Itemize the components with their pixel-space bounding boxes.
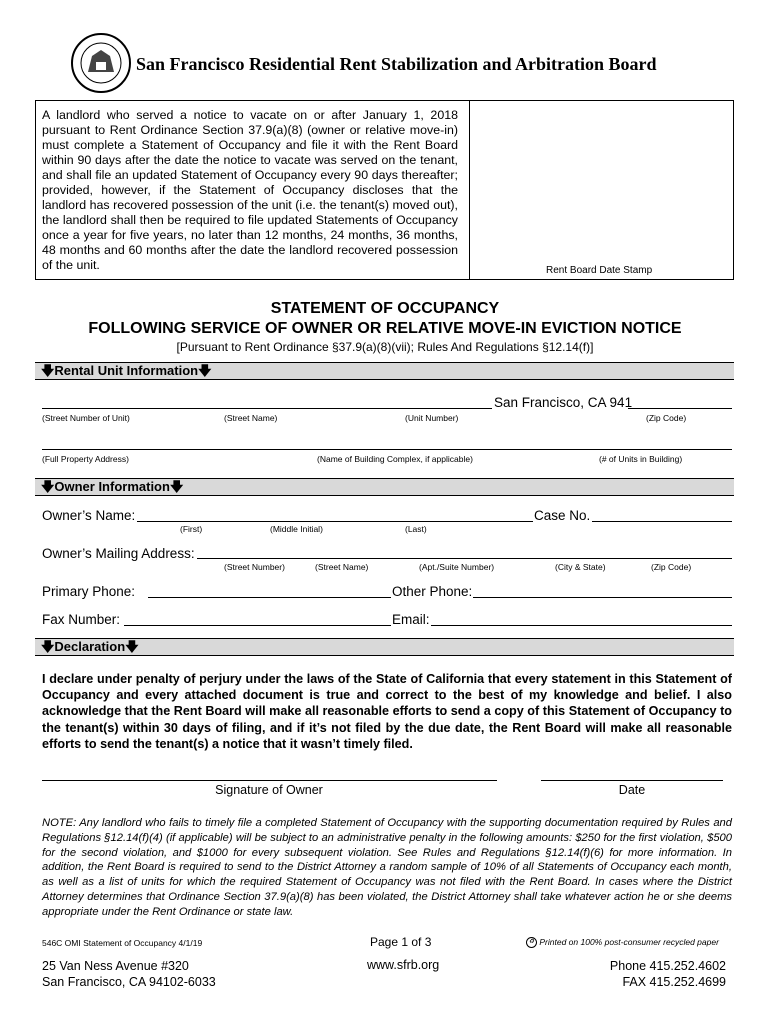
form-title: STATEMENT OF OCCUPANCY — [270, 300, 500, 317]
mail-apt-label: (Apt./Suite Number) — [419, 562, 495, 572]
declaration-heading: Declaration — [54, 639, 126, 654]
declaration-text: I declare under penalty of perjury under the laws of the State of California that every statement in this Statement of Occupancy and every attached document is true and correct to the best of my knowledge and belief. I also acknowledge that the Rent Board will make all reasonable efforts to send a copy of this Statement of Occupancy to the tenant(s) within 30 days of filing, and if it’s not filed by the due date, the Rent Board will make all reasonable efforts to send the tenant(s) a notice that it wasn’t timely filed. — [42, 672, 732, 751]
address-line-1: 25 Van Ness Avenue #320 — [42, 959, 189, 973]
primary-phone-line[interactable] — [148, 597, 391, 598]
full-address-line[interactable] — [42, 449, 732, 450]
other-phone-label: Other Phone: — [392, 584, 473, 599]
recycled-text: Printed on 100% post-consumer recycled paper — [539, 937, 719, 947]
primary-phone-label: Primary Phone: — [42, 584, 136, 599]
case-no-line[interactable] — [592, 521, 732, 522]
last-name-label: (Last) — [405, 524, 427, 534]
email-label: Email: — [392, 612, 430, 627]
arrow-down-icon: 🡇 — [41, 639, 55, 654]
form-id: 546C OMI Statement of Occupancy 4/1/19 — [42, 938, 203, 948]
city-seal-icon — [70, 32, 132, 94]
recycle-icon: ♻ — [526, 937, 537, 948]
date-label: Date — [618, 783, 646, 797]
mail-street-name-label: (Street Name) — [315, 562, 369, 572]
street-name-label: (Street Name) — [224, 413, 278, 423]
address-line-2: San Francisco, CA 94102-6033 — [42, 975, 216, 989]
org-title: San Francisco Residential Rent Stabilization and Arbitration Board — [136, 54, 657, 74]
intro-divider — [469, 100, 470, 280]
street-number-label: (Street Number of Unit) — [42, 413, 130, 423]
complex-name-label: (Name of Building Complex, if applicable) — [317, 454, 473, 464]
unit-number-label: (Unit Number) — [405, 413, 459, 423]
form-citation: [Pursuant to Rent Ordinance §37.9(a)(8)(vii); Rules And Regulations §12.14(f)] — [176, 340, 594, 354]
owner-heading: Owner Information — [54, 479, 170, 494]
arrow-down-icon: 🡇 — [169, 479, 184, 494]
email-line[interactable] — [431, 625, 732, 626]
mail-city-label: (City & State) — [555, 562, 606, 572]
footer-address — [42, 958, 216, 990]
city-prefix: San Francisco, CA 941 — [494, 395, 633, 410]
declaration-band — [35, 638, 734, 656]
owner-name-line[interactable] — [137, 521, 533, 522]
zip-line[interactable] — [628, 408, 732, 409]
middle-initial-label: (Middle Initial) — [270, 524, 323, 534]
arrow-down-icon: 🡇 — [41, 363, 55, 378]
case-no-label: Case No. — [534, 508, 591, 523]
arrow-down-icon: 🡇 — [41, 479, 55, 494]
form-subtitle: FOLLOWING SERVICE OF OWNER OR RELATIVE MOVE-IN EVICTION NOTICE — [88, 320, 682, 337]
footer-contact — [560, 958, 726, 990]
signature-line[interactable] — [42, 780, 497, 781]
mailing-address-label: Owner’s Mailing Address: — [42, 546, 195, 561]
full-address-label: (Full Property Address) — [42, 454, 129, 464]
recycled-note — [526, 937, 719, 948]
other-phone-line[interactable] — [473, 597, 732, 598]
owner-band — [35, 478, 734, 496]
fax-number: FAX 415.252.4699 — [622, 975, 726, 989]
mailing-address-line[interactable] — [197, 558, 732, 559]
first-name-label: (First) — [180, 524, 203, 534]
fax-label: Fax Number: — [42, 612, 121, 627]
zip-label: (Zip Code) — [646, 413, 687, 423]
phone-number: Phone 415.252.4602 — [609, 959, 726, 973]
intro-text: A landlord who served a notice to vacate on or after January 1, 2018 pursuant to Rent Ordinance Section 37.9(a)(8) (owner or relative move-in) must complete a Statement of Occupancy and file it with the Rent Board within 90 days after the date the notice to vacate was served on the tenant, and shall file an updated Statement of Occupancy every 90 days thereafter; provided, however, if the Statement of Occupancy discloses that the landlord has recovered possession of the unit (i.e. the tenant(s) moved out), the landlord shall then be required to file updated Statements of Occupancy once a year for five years, no later than 12 months, 24 months, 36 months, 48 months and 60 months after the date the landlord recovered possession of the unit. — [42, 108, 458, 272]
fax-line[interactable] — [124, 625, 391, 626]
date-stamp-label: Rent Board Date Stamp — [546, 265, 653, 276]
note-text: NOTE: Any landlord who fails to timely file a completed Statement of Occupancy with the supporting documentation required by Rules and Regulations §12.14(f)(4) (if applicable) will be subject to an administrative penalty in the following amounts: $250 for the first violation, $500 for the second violation, and $1000 for every subsequent violation. See Rules and Regulations §12.14(f)(6) for more information. In addition, the Rent Board is required to send to the District Attorney a random sample of 10% of all Statements of Occupancy each month, as well as a list of units for which the required Statement of Occupancy was not filed with the Rent Board. In cases where the District Attorney determines that Ordinance Section 37.9(a)(8) has been violated, the District Attorney shall take whatever action he or she deems appropriate under the Rent Ordinance or state law. — [42, 817, 732, 918]
rental-unit-band — [35, 362, 734, 380]
page-number: Page 1 of 3 — [370, 935, 432, 949]
unit-address-line[interactable] — [42, 408, 492, 409]
owner-name-label: Owner’s Name: — [42, 508, 136, 523]
website-link[interactable]: www.sfrb.org — [367, 958, 440, 972]
mail-street-number-label: (Street Number) — [224, 562, 285, 572]
arrow-down-icon: 🡇 — [125, 639, 139, 654]
date-line[interactable] — [541, 780, 723, 781]
units-count-label: (# of Units in Building) — [599, 454, 683, 464]
arrow-down-icon: 🡇 — [198, 363, 212, 378]
rental-unit-heading: Rental Unit Information — [54, 363, 199, 378]
signature-label: Signature of Owner — [215, 783, 323, 797]
mail-zip-label: (Zip Code) — [651, 562, 692, 572]
